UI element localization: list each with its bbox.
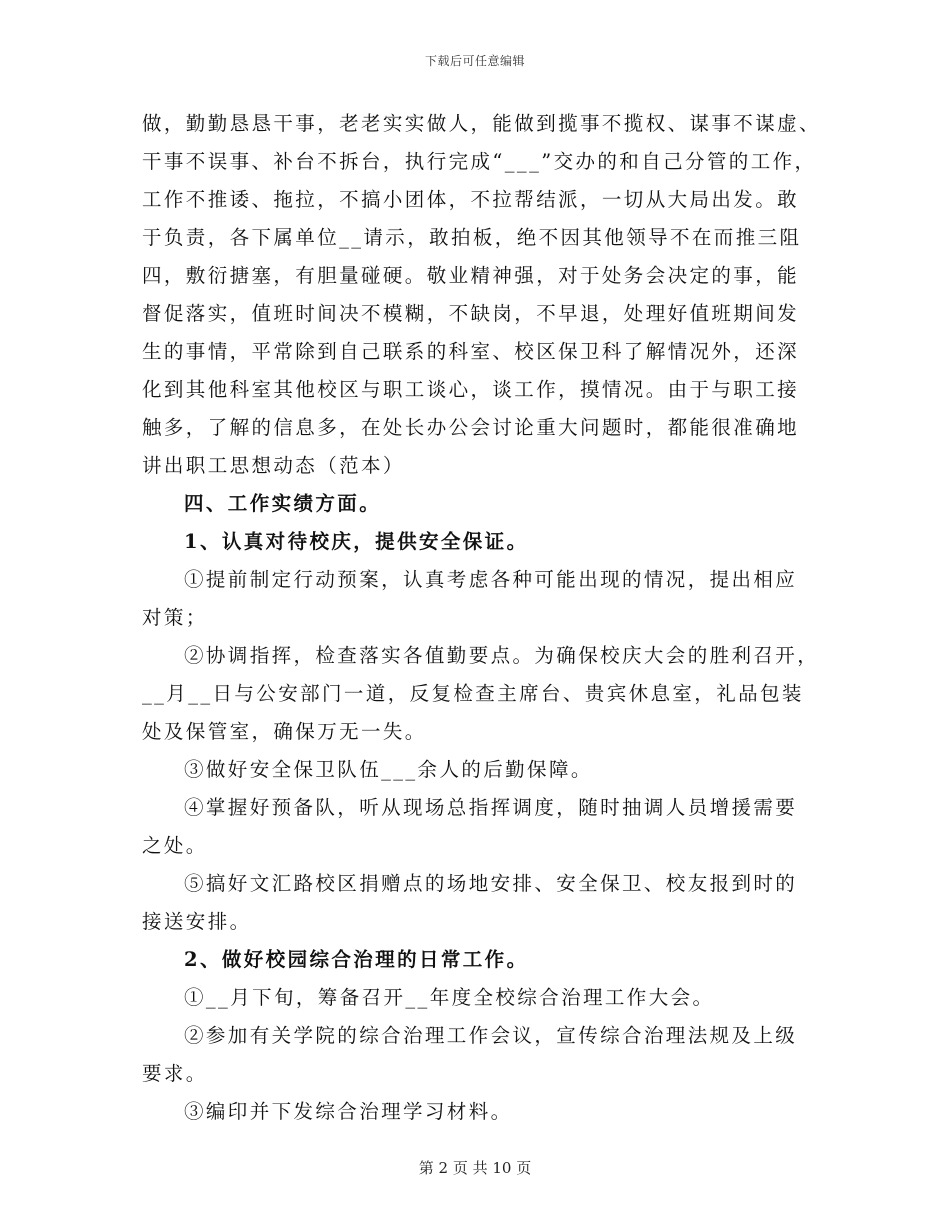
paragraph-line: __月__日与公安部门一道，反复检查主席台、贵宾休息室，礼品包装 <box>142 682 804 705</box>
paragraph-line: ③编印并下发综合治理学习材料。 <box>184 1100 513 1123</box>
paragraph-line: 对策； <box>142 606 208 629</box>
paragraph-line: 生的事情，平常除到自己联系的科室、校区保卫科了解情况外，还深 <box>142 340 800 363</box>
paragraph-line: ②协调指挥，检查落实各值勤要点。为确保校庆大会的胜利召开， <box>184 644 820 667</box>
paragraph-line: 于负责，各下属单位__请示，敢拍板，绝不因其他领导不在而推三阻 <box>142 226 802 249</box>
paragraph-line: 之处。 <box>142 834 208 857</box>
section-heading: 四、工作实绩方面。 <box>184 492 382 515</box>
paragraph-line: ②参加有关学院的综合治理工作会议，宣传综合治理法规及上级 <box>184 1024 798 1047</box>
paragraph-line: 要求。 <box>142 1062 208 1085</box>
paragraph-line: ⑤搞好文汇路校区捐赠点的场地安排、安全保卫、校友报到时的 <box>184 872 798 895</box>
paragraph-line: 干事不误事、补台不拆台，执行完成“___”交办的和自己分管的工作， <box>142 150 817 173</box>
paragraph-line: 触多，了解的信息多，在处长办公会讨论重大问题时，都能很准确地 <box>142 416 800 439</box>
paragraph-line: 做，勤勤恳恳干事，老老实实做人，能做到揽事不揽权、谋事不谋虚、 <box>142 112 821 135</box>
paragraph-line: 督促落实，值班时间决不模糊，不缺岗，不早退，处理好值班期间发 <box>142 302 800 325</box>
paragraph-line: ①提前制定行动预案，认真考虑各种可能出现的情况，提出相应 <box>184 568 798 591</box>
paragraph-line: 工作不推诿、拖拉，不搞小团体，不拉帮结派，一切从大局出发。敢 <box>142 188 800 211</box>
page-header: 下载后可任意编辑 <box>424 54 525 68</box>
page-footer: 第 2 页 共 10 页 <box>418 1159 532 1177</box>
section-heading: 1、认真对待校庆，提供安全保证。 <box>184 530 529 553</box>
paragraph-line: 接送安排。 <box>142 910 252 933</box>
paragraph-line: ③做好安全保卫队伍___余人的后勤保障。 <box>184 758 593 781</box>
section-heading: 2、做好校园综合治理的日常工作。 <box>184 948 529 971</box>
paragraph-line: 处及保管室，确保万无一失。 <box>142 720 427 743</box>
paragraph-line: 讲出职工思想动态（范本） <box>142 454 405 477</box>
paragraph-line: 化到其他科室其他校区与职工谈心，谈工作，摸情况。由于与职工接 <box>142 378 800 401</box>
paragraph-line: 四，敷衍搪塞，有胆量碰硬。敬业精神强，对于处务会决定的事，能 <box>142 264 800 287</box>
document-body <box>142 105 821 1131</box>
paragraph-line: ④掌握好预备队，听从现场总指挥调度，随时抽调人员增援需要 <box>184 796 798 819</box>
paragraph-line: ①__月下旬，筹备召开__年度全校综合治理工作大会。 <box>184 986 715 1009</box>
